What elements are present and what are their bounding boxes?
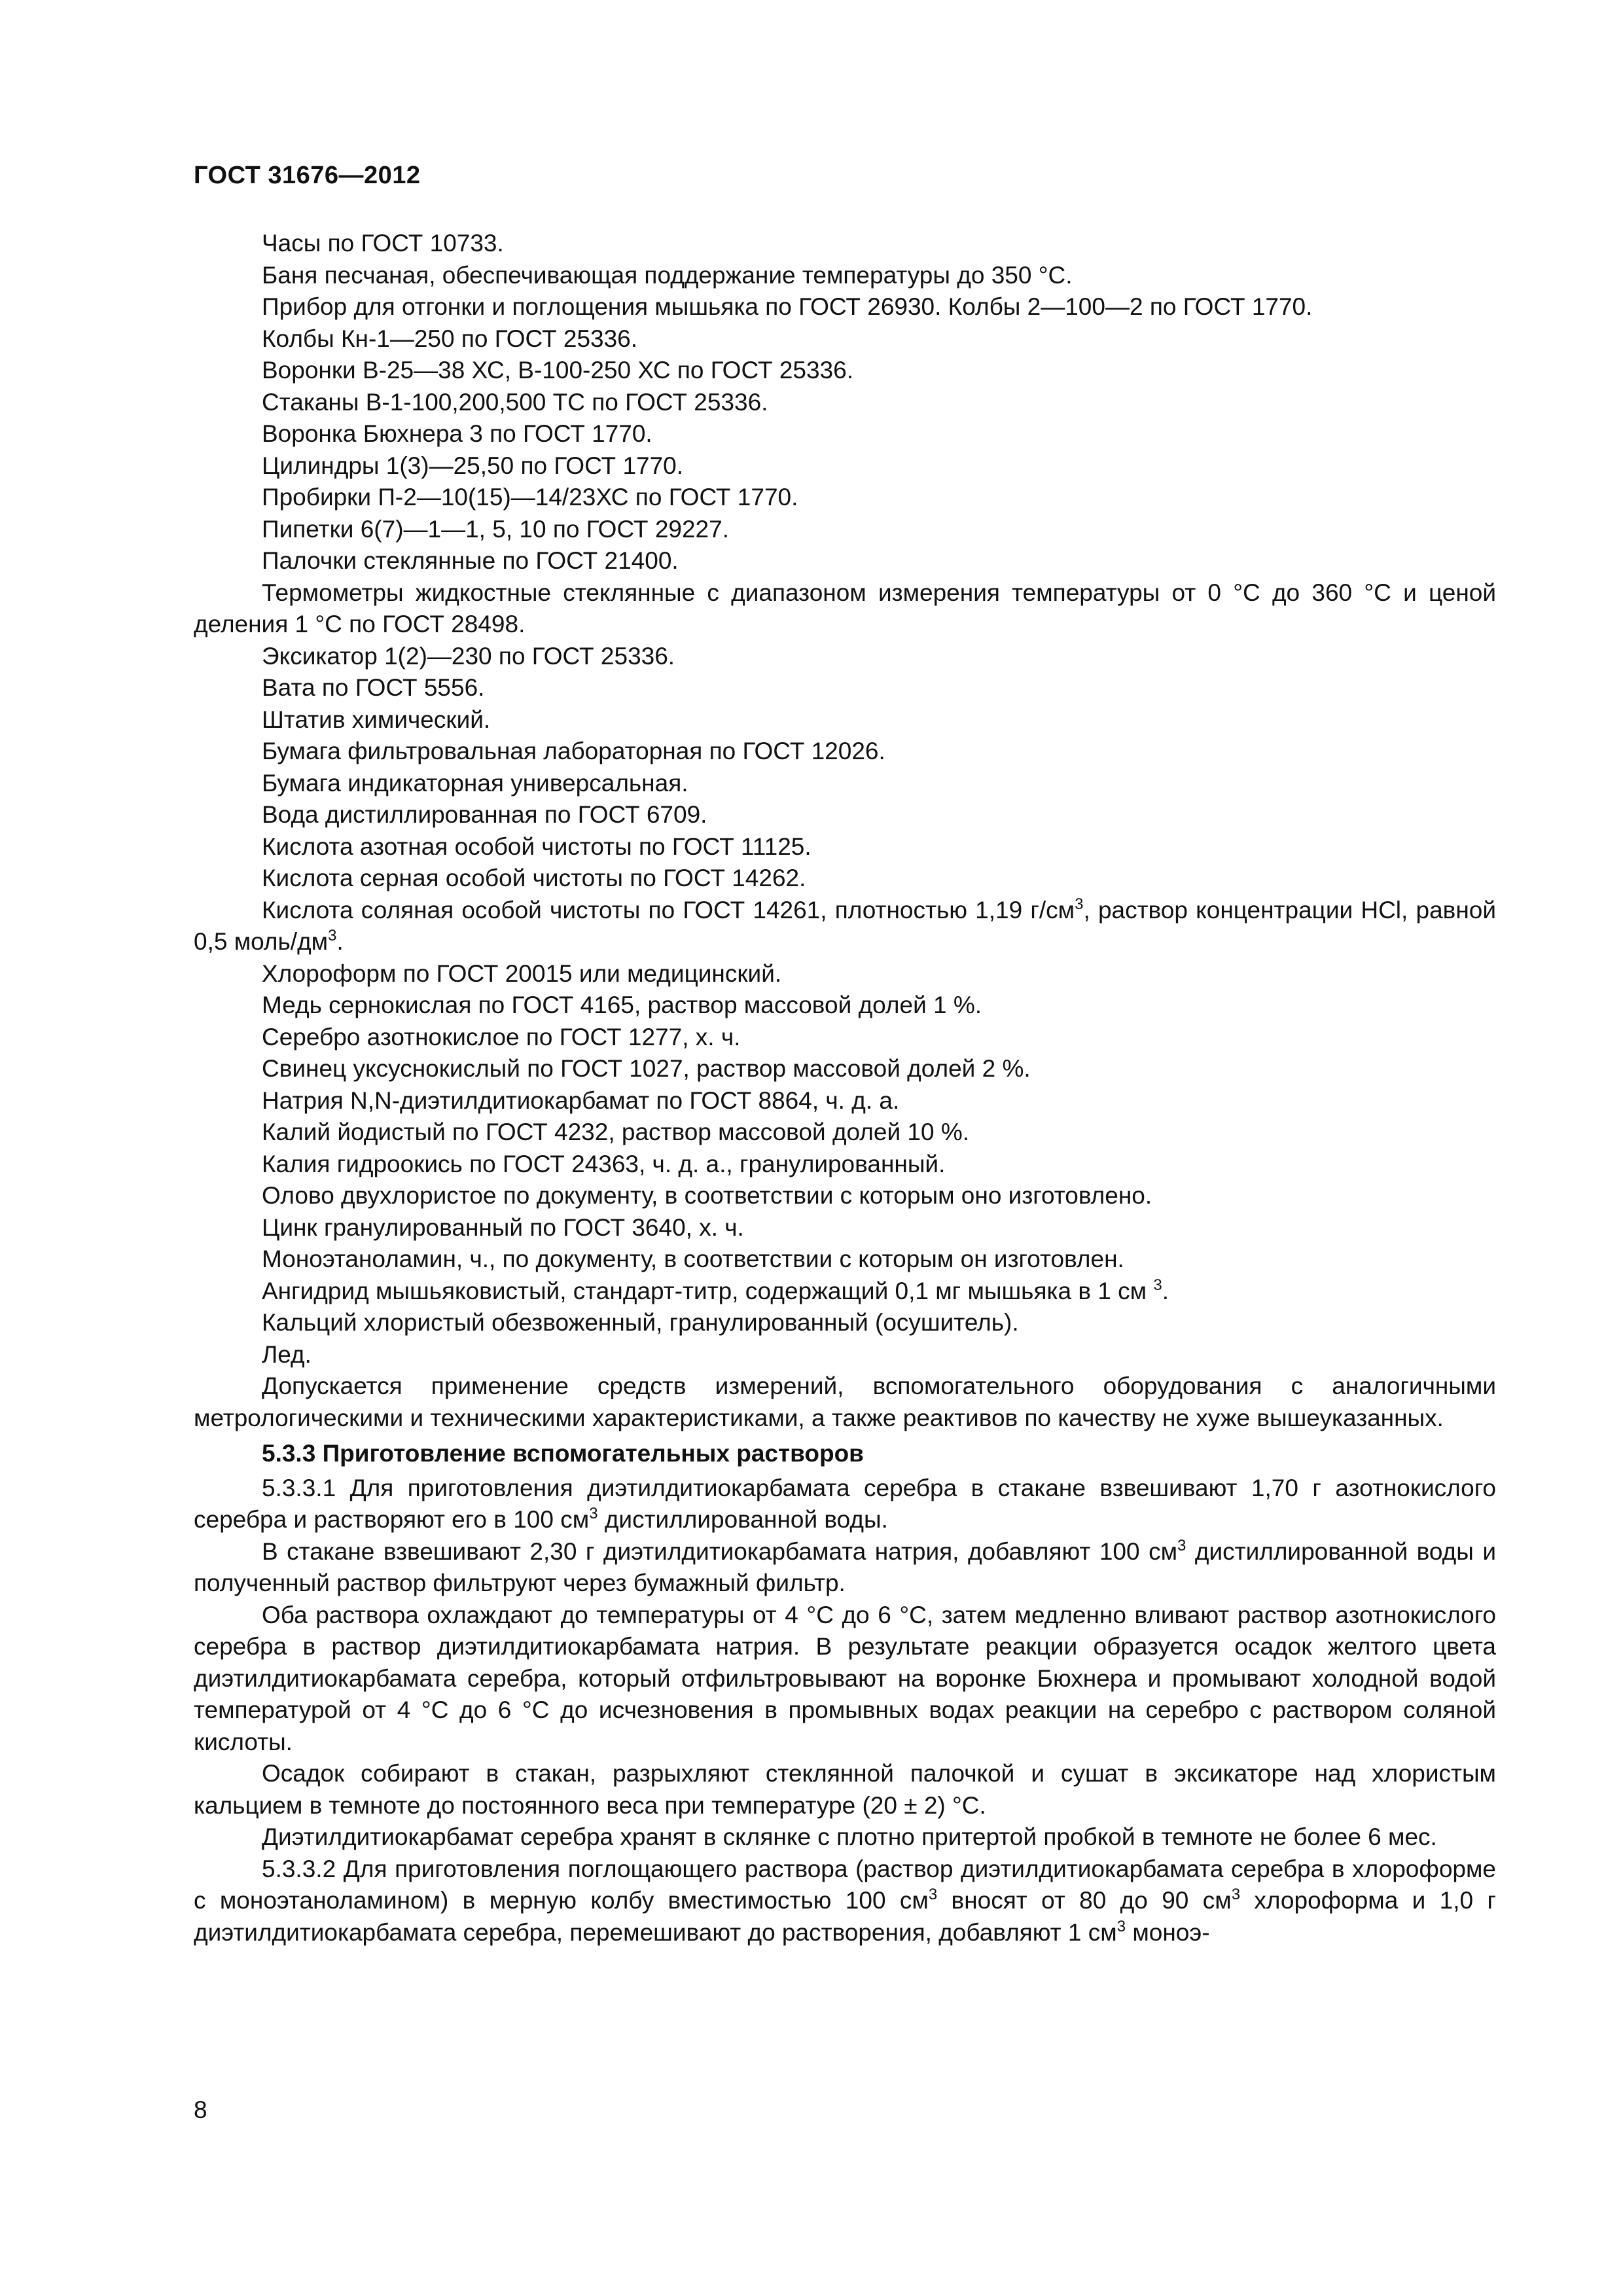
superscript: 3 — [1153, 1276, 1162, 1294]
list-item-hcl — [194, 895, 1496, 958]
list-item: Вода дистиллированная по ГОСТ 6709. — [262, 801, 707, 828]
list-item: Прибор для отгонки и поглощения мышьяка по ГОСТ 26930. Колбы 2—100—2 по ГОСТ 1770. — [262, 293, 1313, 320]
list-item: Колбы Кн-1—250 по ГОСТ 25336. — [262, 325, 638, 352]
standard-header: ГОСТ 31676—2012 — [194, 162, 421, 189]
list-item: Баня песчаная, обеспечивающая поддержание температуры до 350 °С. — [262, 261, 1073, 289]
list-item-arsenic — [194, 1276, 1496, 1308]
superscript: 3 — [1231, 1886, 1241, 1903]
text-span: дистиллированной воды и полученный раствор фильтруют через бумажный фильтр. — [194, 1537, 1497, 1596]
superscript: 3 — [1075, 895, 1084, 913]
list-item: Олово двухлористое по документу, в соответствии с которым оно изготовлено. — [262, 1182, 1152, 1209]
list-item: Пробирки П-2—10(15)—14/23ХС по ГОСТ 1770. — [262, 484, 798, 511]
list-item: Натрия N,N-диэтилдитиокарбамат по ГОСТ 8864, ч. д. а. — [262, 1086, 900, 1114]
section-heading: 5.3.3 Приготовление вспомогательных растворов — [262, 1440, 864, 1467]
paragraph: Оба раствора охлаждают до температуры от 4 °С до 6 °С, затем медленно вливают раствор азотнокислого серебра в раствор диэтилдитиокарбамата натрия. В результате реакции образуется осадок желтого цвета диэтилдитиокарбамата серебра, который отфильтровывают на воронке Бюхнера и промывают холодной водой температурой от 4 °С до 6 °С до исчезновения в промывных водах реакции на серебро с раствором соляной кислоты. — [194, 1601, 1496, 1755]
list-item: Стаканы В-1-100,200,500 ТС по ГОСТ 25336. — [262, 388, 768, 416]
list-item: Воронки В-25—38 ХС, В-100-250 ХС по ГОСТ 25336. — [262, 357, 853, 384]
list-item: Свинец уксуснокислый по ГОСТ 1027, раствор массовой долей 2 %. — [262, 1055, 1031, 1082]
paragraph — [194, 1536, 1496, 1600]
list-item: Цилиндры 1(3)—25,50 по ГОСТ 1770. — [262, 452, 684, 479]
list-item: Эксикатор 1(2)—230 по ГОСТ 25336. — [262, 642, 675, 670]
list-item: Кислота азотная особой чистоты по ГОСТ 11125. — [262, 833, 812, 860]
text-span: хлороформа и 1,0 г диэтилдитиокарбамата серебра, перемешивают до растворения, добавляют 1 см — [194, 1887, 1496, 1946]
list-item: Воронка Бюхнера 3 по ГОСТ 1770. — [262, 420, 652, 447]
list-item: Цинк гранулированный по ГОСТ 3640, х. ч. — [262, 1213, 744, 1241]
text-span: 5.3.3.2 Для приготовления поглощающего раствора (раствор диэтилдитиокарбамата серебра в хлороформе с моноэтаноламином) в мерную колбу вместимостью 100 см — [194, 1855, 1496, 1914]
text-span: . — [336, 928, 344, 955]
document-body — [194, 228, 1496, 1948]
list-item: Медь сернокислая по ГОСТ 4165, раствор массовой долей 1 %. — [262, 992, 982, 1018]
text-span: , раствор концентрации HCl, равной 0,5 моль/дм — [194, 896, 1496, 955]
text-span: В стакане взвешивают 2,30 г диэтилдитиокарбамата натрия, добавляют 100 см — [262, 1537, 1178, 1565]
list-item: Кальций хлористый обезвоженный, гранулированный (осушитель). — [262, 1309, 1019, 1336]
list-item: Серебро азотнокислое по ГОСТ 1277, х. ч. — [262, 1023, 741, 1050]
paragraph — [194, 1473, 1496, 1536]
list-item: Бумага индикаторная универсальная. — [262, 769, 688, 797]
text-span: Ангидрид мышьяковистый, стандарт-титр, содержащий 0,1 мг мышьяка в 1 см — [262, 1277, 1154, 1304]
list-item: Вата по ГОСТ 5556. — [262, 674, 485, 701]
superscript: 3 — [589, 1505, 598, 1522]
text-span: дистиллированной воды. — [597, 1506, 888, 1533]
list-item: Термометры жидкостные стеклянные с диапазоном измерения температуры от 0 °С до 360 °С и ценой деления 1 °С по ГОСТ 28498. — [194, 579, 1496, 637]
page-number: 8 — [194, 2096, 207, 2123]
list-item: Бумага фильтровальная лабораторная по ГОСТ 12026. — [262, 738, 885, 764]
text-span: моноэ- — [1126, 1918, 1210, 1946]
list-item: Моноэтаноламин, ч., по документу, в соответствии с которым он изготовлен. — [262, 1246, 1124, 1272]
text-span: . — [1162, 1277, 1169, 1304]
list-item: Палочки стеклянные по ГОСТ 21400. — [262, 547, 679, 574]
superscript: 3 — [328, 927, 337, 944]
text-span: 5.3.3.1 Для приготовления диэтилдитиокарбамата серебра в стакане взвешивают 1,70 г азотнокислого серебра и растворяют его в 100 см — [194, 1474, 1496, 1533]
superscript: 3 — [1177, 1536, 1186, 1554]
paragraph: Допускается применение средств измерений, вспомогательного оборудования с аналогичными метрологическими и техническими характеристиками, а также реактивов по качеству не хуже вышеуказанных. — [194, 1372, 1496, 1431]
list-item: Штатив химический. — [262, 706, 491, 733]
list-item: Калия гидроокись по ГОСТ 24363, ч. д. а., гранулированный. — [262, 1150, 946, 1177]
text-span: Кислота соляная особой чистоты по ГОСТ 14261, плотностью 1,19 г/см — [262, 896, 1075, 924]
list-item: Лед. — [262, 1340, 312, 1368]
superscript: 3 — [928, 1886, 938, 1903]
list-item: Часы по ГОСТ 10733. — [262, 230, 504, 257]
list-item: Хлороформ по ГОСТ 20015 или медицинский. — [262, 960, 782, 987]
list-item: Калий йодистый по ГОСТ 4232, раствор массовой долей 10 %. — [262, 1119, 970, 1145]
paragraph: Диэтилдитиокарбамат серебра хранят в склянке с плотно притертой пробкой в темноте не более 6 мес. — [262, 1823, 1437, 1850]
list-item: Пипетки 6(7)—1—1, 5, 10 по ГОСТ 29227. — [262, 515, 729, 543]
list-item: Кислота серная особой чистоты по ГОСТ 14262. — [262, 865, 806, 891]
paragraph: Осадок собирают в стакан, разрыхляют стеклянной палочкой и сушат в эксикаторе над хлористым кальцием в темноте до постоянного веса при температуре (20 ± 2) °С. — [194, 1760, 1496, 1819]
superscript: 3 — [1116, 1917, 1126, 1935]
text-span: вносят от 80 до 90 см — [937, 1887, 1232, 1914]
paragraph — [194, 1854, 1496, 1949]
